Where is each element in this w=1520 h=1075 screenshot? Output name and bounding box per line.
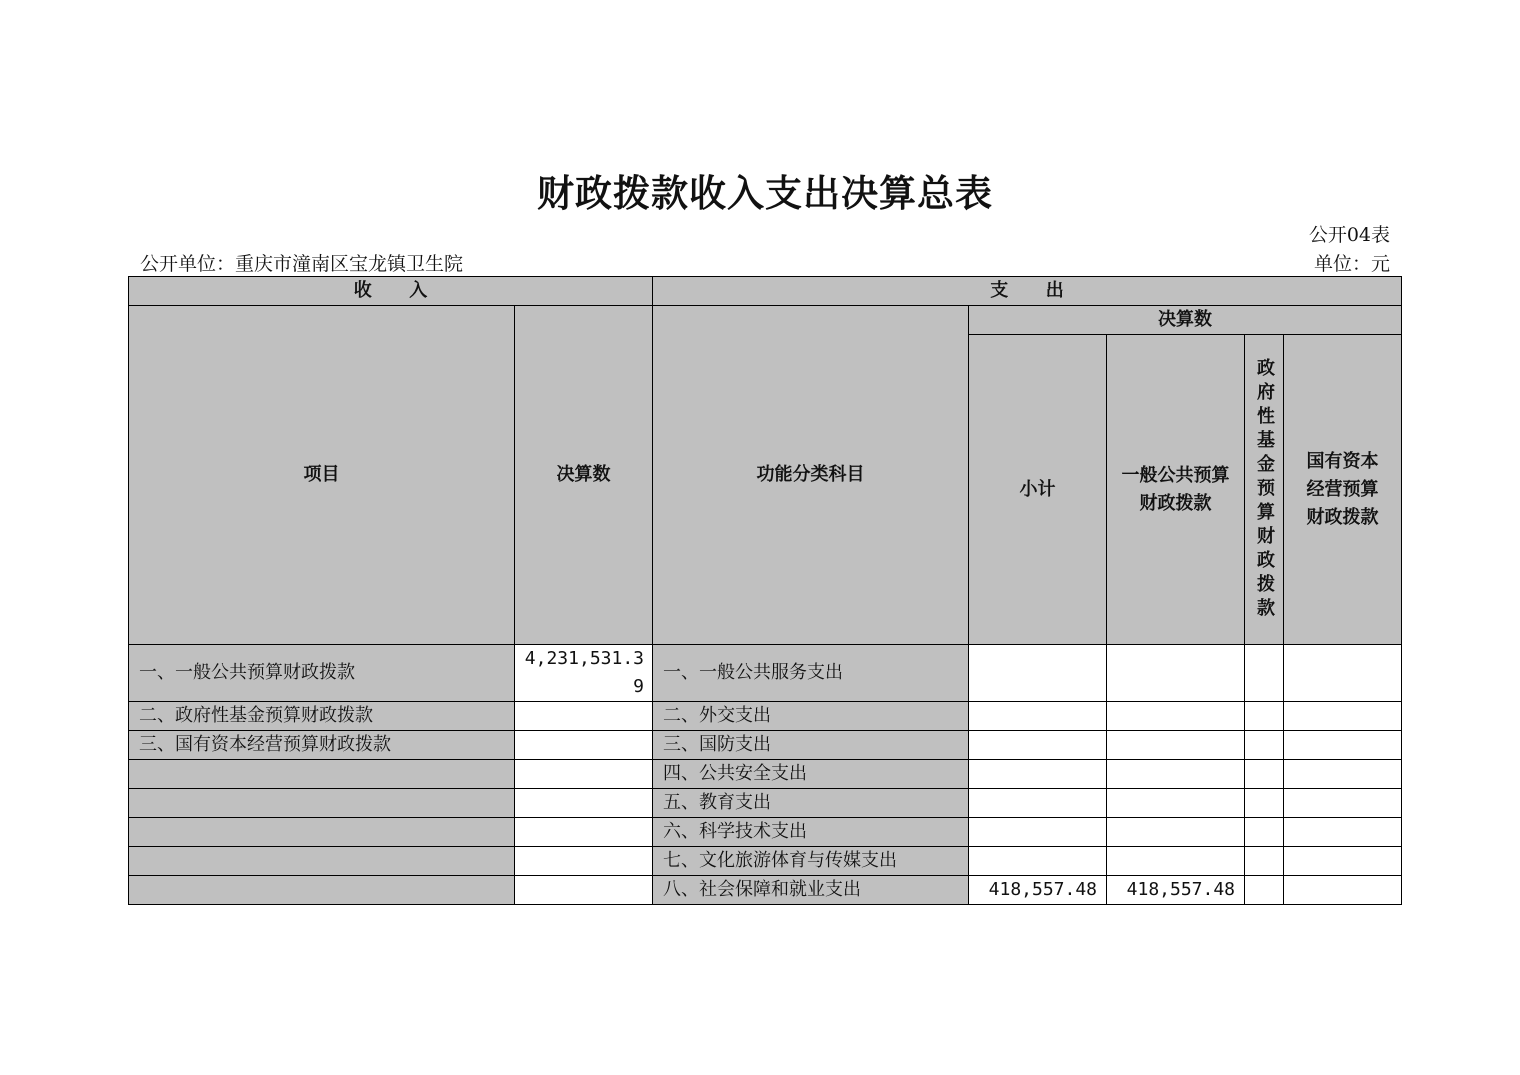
income-item-cell: 三、国有资本经营预算财政拨款 bbox=[129, 731, 515, 760]
document-title: 财政拨款收入支出决算总表 bbox=[537, 172, 993, 215]
state-capital-cell bbox=[1284, 760, 1402, 789]
income-amount-cell bbox=[515, 847, 653, 876]
gov-fund-cell bbox=[1245, 760, 1284, 789]
gov-fund-cell bbox=[1245, 645, 1284, 702]
currency-unit: 单位：元 bbox=[1313, 253, 1390, 275]
expense-item-cell: 三、国防支出 bbox=[653, 731, 969, 760]
state-capital-column-header: 国有资本经营预算财政拨款 bbox=[1284, 335, 1402, 645]
income-item-cell bbox=[129, 760, 515, 789]
subtotal-cell bbox=[969, 702, 1107, 731]
general-budget-cell: 418,557.48 bbox=[1107, 876, 1245, 905]
subtotal-column-header: 小计 bbox=[969, 335, 1107, 645]
income-item-cell: 一、一般公共预算财政拨款 bbox=[129, 645, 515, 702]
table-row bbox=[129, 847, 1402, 876]
income-amount-cell bbox=[515, 876, 653, 905]
income-amount-cell bbox=[515, 702, 653, 731]
table-row bbox=[129, 702, 1402, 731]
gov-fund-cell bbox=[1245, 731, 1284, 760]
gov-fund-cell bbox=[1245, 847, 1284, 876]
general-budget-cell bbox=[1107, 702, 1245, 731]
general-budget-cell bbox=[1107, 789, 1245, 818]
gov-fund-column-header: 政府性基金预算财政拨款 bbox=[1245, 335, 1284, 645]
expense-item-cell: 八、社会保障和就业支出 bbox=[653, 876, 969, 905]
general-budget-cell bbox=[1107, 645, 1245, 702]
general-budget-cell bbox=[1107, 847, 1245, 876]
table-row bbox=[129, 645, 1402, 702]
expense-group-header: 支 出 bbox=[653, 277, 1402, 306]
subtotal-cell bbox=[969, 818, 1107, 847]
expense-item-cell: 一、一般公共服务支出 bbox=[653, 645, 969, 702]
gov-fund-cell bbox=[1245, 818, 1284, 847]
gov-fund-cell bbox=[1245, 702, 1284, 731]
state-capital-cell bbox=[1284, 731, 1402, 760]
subtotal-cell bbox=[969, 847, 1107, 876]
final-accounts-group-header: 决算数 bbox=[969, 306, 1402, 335]
subtotal-cell bbox=[969, 789, 1107, 818]
subtotal-cell bbox=[969, 645, 1107, 702]
income-group-header: 收 入 bbox=[129, 277, 653, 306]
table-row bbox=[129, 818, 1402, 847]
income-amount-cell bbox=[515, 731, 653, 760]
general-budget-cell bbox=[1107, 818, 1245, 847]
general-budget-column-header: 一般公共预算财政拨款 bbox=[1107, 335, 1245, 645]
income-amount-cell bbox=[515, 818, 653, 847]
expense-item-cell: 五、教育支出 bbox=[653, 789, 969, 818]
subtotal-cell: 418,557.48 bbox=[969, 876, 1107, 905]
expense-item-cell: 二、外交支出 bbox=[653, 702, 969, 731]
table-row bbox=[129, 731, 1402, 760]
table-row bbox=[129, 789, 1402, 818]
function-category-column-header: 功能分类科目 bbox=[653, 306, 969, 645]
state-capital-cell bbox=[1284, 789, 1402, 818]
expense-item-cell: 六、科学技术支出 bbox=[653, 818, 969, 847]
expense-item-cell: 四、公共安全支出 bbox=[653, 760, 969, 789]
gov-fund-cell bbox=[1245, 789, 1284, 818]
income-amount-cell: 4,231,531.39 bbox=[515, 645, 653, 702]
general-budget-cell bbox=[1107, 760, 1245, 789]
subtotal-cell bbox=[969, 760, 1107, 789]
income-amount-cell bbox=[515, 760, 653, 789]
state-capital-cell bbox=[1284, 818, 1402, 847]
state-capital-cell bbox=[1284, 876, 1402, 905]
gov-fund-cell bbox=[1245, 876, 1284, 905]
table-row bbox=[129, 760, 1402, 789]
income-amount-column-header: 决算数 bbox=[515, 306, 653, 645]
income-item-cell: 二、政府性基金预算财政拨款 bbox=[129, 702, 515, 731]
income-item-cell bbox=[129, 818, 515, 847]
income-amount-cell bbox=[515, 789, 653, 818]
income-item-cell bbox=[129, 876, 515, 905]
income-item-cell bbox=[129, 789, 515, 818]
state-capital-cell bbox=[1284, 702, 1402, 731]
general-budget-cell bbox=[1107, 731, 1245, 760]
form-number: 公开04表 bbox=[1308, 224, 1390, 246]
table-row bbox=[129, 876, 1402, 905]
income-item-cell bbox=[129, 847, 515, 876]
fiscal-appropriation-table bbox=[128, 276, 1402, 905]
expense-item-cell: 七、文化旅游体育与传媒支出 bbox=[653, 847, 969, 876]
state-capital-cell bbox=[1284, 847, 1402, 876]
subtotal-cell bbox=[969, 731, 1107, 760]
reporting-unit: 公开单位：重庆市潼南区宝龙镇卫生院 bbox=[140, 253, 464, 275]
item-column-header: 项目 bbox=[129, 306, 515, 645]
state-capital-cell bbox=[1284, 645, 1402, 702]
